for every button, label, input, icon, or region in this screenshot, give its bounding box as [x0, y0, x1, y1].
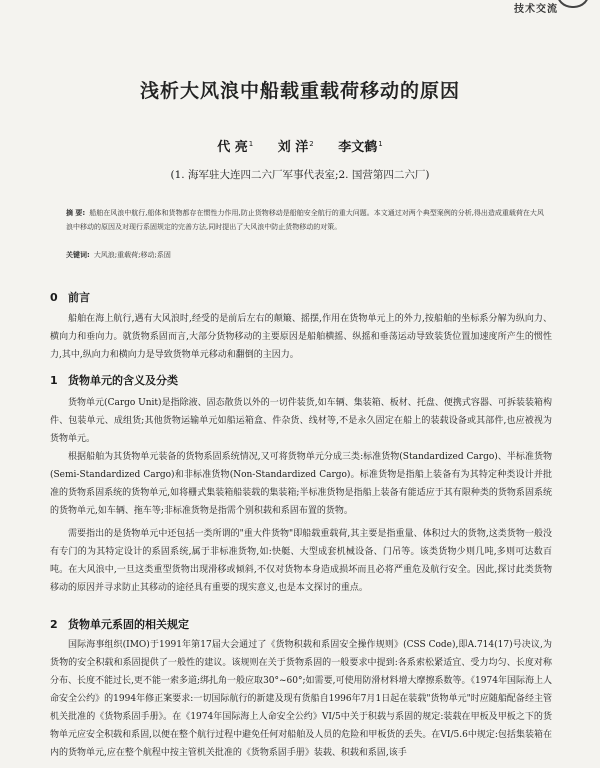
- author-list: [0, 136, 600, 155]
- paragraph: 需要指出的是货物单元中还包括一类所谓的"重大件货物"即船载重载荷,其主要是指重量、体积过大的货物,这类货物一般没有专门的为其特定设计的系固系统,属于非标准货物,如:快艇、大型成套机械设备、门吊等。该类货物少则几吨,多则可达数百吨。在大风浪中,一旦这类重型货物出现滑移或倾斜,不仅对货物本身造成损坏而且必将严重危及航行安全。因此,探讨此类货物移动的原因并寻求防止其移动的途径具有重要的现实意义,也是本文探讨的重点。: [50, 529, 552, 593]
- section-heading: 2 货物单元系固的相关规定: [50, 618, 189, 631]
- affiliations: (1. 海军驻大连四二六厂军事代表室;2. 国营第四二六厂): [170, 169, 430, 181]
- paper-title: 浅析大风浪中船载重载荷移动的原因: [139, 80, 460, 102]
- abstract-text: 船舶在风浪中航行,船体和货物都存在惯性力作用,防止货物移动是船舶安全航行的重大问题。本文通过对两个典型案例的分析,得出造成重载荷在大风浪中移动的原因及对现行系固规定的完善方法,同时提出了大风浪中防止货物移动的对策。: [66, 209, 544, 231]
- paragraph: 国际海事组织(IMO)于1991年第17届大会通过了《货物积载和系固安全操作规则》(CSS Code),即A.714(17)号决议,为货物的安全积载和系固提供了一般性的建议。该规则在关于货物系固的一般要求中提到:各系索松紧适宜、受力均匀、长度对称分布、长度不能过长,更不能一索多道;绑扎角一般应取30°~60°;如需要,可使用防滑材料增大摩擦系数等。《1974年国际海上人命安全公约》的1994年修正案要求:一切国际航行的新建及现有货船自1996年7月1日起在装载"货物单元"时应随船配备经主管机关批准的《货物系固手册》。在《1974年国际海上人命安全公约》VI/5中关于积载与系固的规定:装载在甲板及甲板之下的货物单元应安全积载和系固,以便在整个航行过程中避免任何对船舶及人员的危险和甲板货的丢失。在VI/5.6中规定:包括集装箱在内的货物单元,应在整个航程中按主管机关批准的《货物系固手册》装载、积载和系固,该手: [50, 640, 552, 758]
- paragraph: 根据船舶为其货物单元装备的货物系固系统情况,又可将货物单元分成三类:标准货物(Standardized Cargo)、半标准货物(Semi-Standardized Cargo)和非标准货物(Non-Standardized Cargo)。标准货物是指船上装备有为其特定种类设计并批准的货物系固系统的货物单元,如将栅式集装箱船装载的集装箱;半标准货物是指船上装备有能适应于其有限种类的货物系固系统的货物单元,如车辆、拖车等;非标准货物是指需个别积载和系固布置的货物。: [50, 452, 552, 516]
- keywords-text: 大风浪;重载荷;移动;系固: [93, 251, 171, 259]
- author: 代 亮$^1$: [217, 139, 254, 155]
- abstract-label: 摘 要:: [66, 209, 86, 217]
- paragraph: 货物单元(Cargo Unit)是指除液、固态散货以外的一切件装货,如车辆、集装箱、板材、托盘、便携式容器、可拆装装箱构件、包装单元、成组货;其他货物运输单元如船运箱盒、件杂货、线材等,不是永久固定在船上的装载设备或其部件,也应被视为货物单元。: [50, 398, 552, 444]
- author: 李文鹤$^1$: [338, 139, 383, 155]
- journal-logo-icon: [556, 0, 590, 8]
- abstract: [66, 206, 546, 234]
- section-heading: 0 前言: [50, 291, 90, 304]
- keywords: [66, 248, 546, 262]
- journal-section-tag: 技术交流: [514, 4, 558, 15]
- section-heading: 1 货物单元的含义及分类: [50, 374, 178, 387]
- author: 刘 洋$^2$: [277, 139, 314, 155]
- paragraph: 船舶在海上航行,遇有大风浪时,经受的是前后左右的颠簸、摇摆,作用在货物单元上的外力,按船舶的坐标系分解为纵向力、横向力和垂向力。就货物系固而言,大部分货物移动的主要原因是船舶横摇、纵摇和垂荡运动导致装货位置加速度所产生的惯性力,其中,纵向力和横向力是导致货物单元移动和翻倒的主因力。: [50, 314, 552, 360]
- keywords-label: 关键词:: [66, 251, 90, 259]
